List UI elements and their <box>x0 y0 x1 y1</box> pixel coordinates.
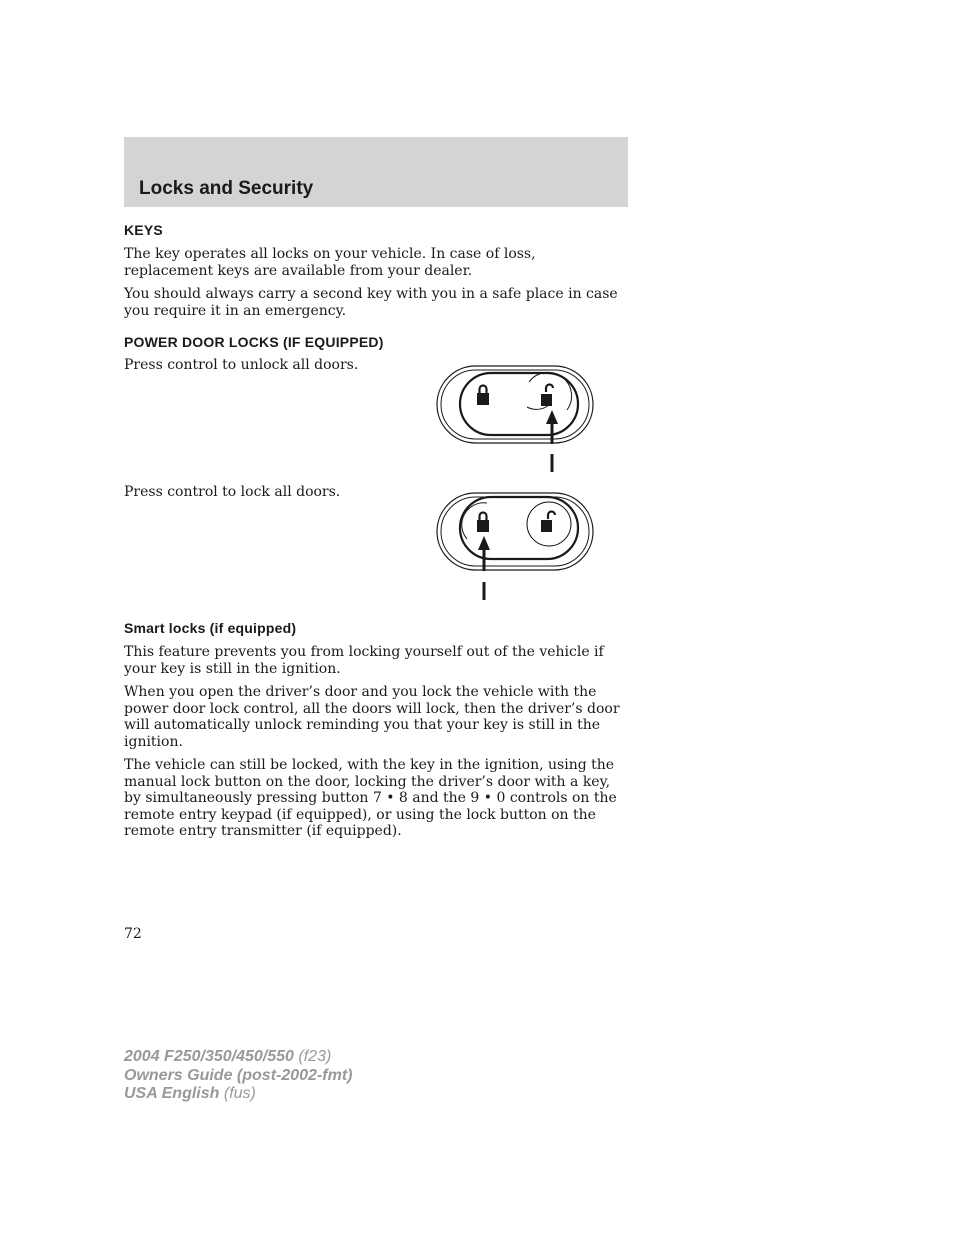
lock-control-illustration <box>432 489 602 604</box>
footer-line-guide <box>124 1067 352 1086</box>
unlock-caption: Press control to unlock all doors. <box>124 357 359 373</box>
padlock-open-icon <box>541 512 555 533</box>
keys-paragraph-2: You should always carry a second key with you in a safe place in case you require it in an emergency. <box>124 286 618 319</box>
smart-locks-paragraph-1: This feature prevents you from locking yourself out of the vehicle if your key is still in the ignition. <box>124 644 604 677</box>
padlock-open-icon <box>541 385 553 407</box>
footer-language-code: (fus) <box>223 1085 256 1102</box>
footer-language: USA English <box>124 1085 220 1102</box>
keys-paragraph-1: The key operates all locks on your vehicle. In case of loss, replacement keys are available from your dealer. <box>124 246 536 279</box>
lock-caption: Press control to lock all doors. <box>124 484 341 500</box>
smart-locks-paragraph-3: The vehicle can still be locked, with the key in the ignition, using the manual lock button on the door, locking the driver’s door with a key, by simultaneously pressing button 7 • 8 and the 9 • 0 controls on the remote entry keypad (if equipped), or using the lock button on the remote entry transmitter (if equipped). <box>124 757 617 839</box>
unlock-control-illustration <box>432 362 602 477</box>
footer-line-language <box>124 1085 352 1104</box>
padlock-closed-icon <box>477 386 489 406</box>
padlock-closed-icon <box>477 513 489 533</box>
footer-line-model <box>124 1048 352 1067</box>
footer-model-code: (f23) <box>298 1048 332 1065</box>
footer-guide: Owners Guide (post-2002-fmt) <box>124 1066 353 1084</box>
section-title: Locks and Security <box>139 178 314 199</box>
document-footer <box>124 1048 352 1104</box>
power-door-locks-heading: POWER DOOR LOCKS (IF EQUIPPED) <box>124 334 384 350</box>
smart-locks-paragraph-2: When you open the driver’s door and you lock the vehicle with the power door lock control, all the doors will lock, then the driver’s door will automatically unlock reminding you that your key is still in the ignition. <box>124 684 620 750</box>
page-number: 72 <box>124 926 142 942</box>
dashed-arrow-icon <box>546 410 558 472</box>
dashed-arrow-icon <box>478 536 490 600</box>
footer-model: 2004 F250/350/450/550 <box>124 1048 294 1065</box>
keys-heading: KEYS <box>124 222 163 238</box>
smart-locks-heading: Smart locks (if equipped) <box>124 620 297 636</box>
